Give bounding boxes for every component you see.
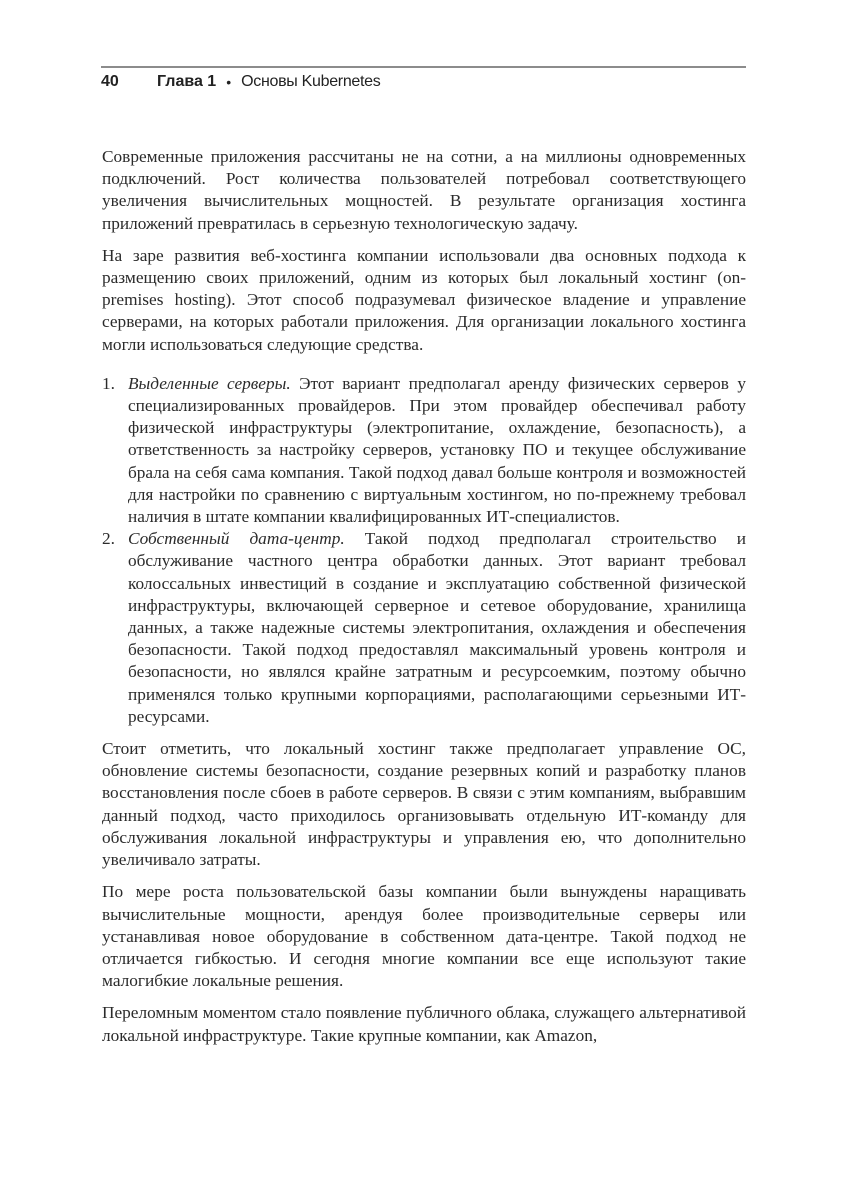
list-item-body — [128, 528, 746, 728]
list-item — [102, 528, 746, 728]
list-item-body — [128, 373, 746, 528]
paragraph: Стоит отметить, что локальный хостинг также предполагает управление ОС, обновление системы безопасности, создание резервных копий и разработку планов восстановления после сбоев в работе серверов. В связи с этим компаниям, выбравшим данный подход, часто приходилось организовывать отдельную ИТ-команду для обслуживания локальной инфраструктуры и управления ею, что дополнительно увеличивало затраты. — [102, 739, 746, 870]
paragraph: По мере роста пользовательской базы компании были вынуждены наращивать вычислительные мощности, арендуя более производительные серверы или устанавливая новое оборудование в собственном дата-центре. Такой подход не отличается гибкостью. И сегодня многие компании все еще используют такие малогибкие локальные решения. — [102, 882, 746, 991]
page-number: 40 — [101, 73, 119, 90]
page-body — [102, 146, 746, 1057]
list-item-term: Выделенные серверы. — [128, 373, 291, 393]
chapter-label: Глава 1 — [157, 73, 217, 90]
list-number: 2. — [102, 529, 115, 549]
list-item-text: Этот вариант предполагал аренду физических серверов у специализированных провайдеров. При этом провайдер обеспечивал работу физической инфраструктуры (электропитание, охлаждение, безопасность), а ответственность за настройку серверов, установку ПО и текущее обслуживание брала на себя сама компания. Такой подход давал больше контроля и возможностей для настройки по сравнению с виртуальным хостингом, но по-прежнему требовал наличия в штате компании квалифицированных ИТ-специалистов. — [128, 373, 746, 527]
list-number: 1. — [102, 373, 115, 393]
list-item — [102, 373, 746, 528]
header-rule — [101, 66, 746, 68]
list-item-term: Собственный дата-центр. — [128, 529, 345, 549]
numbered-list — [102, 373, 746, 728]
paragraph: На заре развития веб-хостинга компании использовали два основных подхода к размещению своих приложений, одним из которых был локальный хостинг (on-premises hosting). Этот способ подразумевал физическое владение и управление серверами, на которых работали приложения. Для организации локального хостинга могли использоваться следующие средства. — [102, 245, 746, 354]
paragraph: Переломным моментом стало появление публичного облака, служащего альтернативой локальной инфраструктуре. Такие крупные компании, как Amazon, — [102, 1003, 746, 1045]
paragraph: Современные приложения рассчитаны не на сотни, а на миллионы одновременных подключений. Рост количества пользователей потребовал соответствующего увеличения вычислительных мощностей. В результате организация хостинга приложений превратилась в серьезную технологическую задачу. — [102, 147, 746, 233]
running-head — [101, 71, 380, 93]
bullet-separator: • — [226, 74, 232, 90]
chapter-title: Основы Kubernetes — [241, 73, 381, 90]
list-item-text: Такой подход предполагал строительство и обслуживание частного центра обработки данных. Этот вариант требовал колоссальных инвестиций в создание и эксплуатацию собственной физической инфраструктуры, включающей серверное и сетевое оборудование, хранилища данных, а также надежные системы электропитания, охлаждения и обеспечения безопасности. Такой подход предоставлял максимальный уровень контроля и безопасности, но являлся крайне затратным и ресурсоемким, поэтому обычно применялся только крупными корпорациями, располагающими серьезными ИТ-ресурсами. — [128, 529, 746, 726]
